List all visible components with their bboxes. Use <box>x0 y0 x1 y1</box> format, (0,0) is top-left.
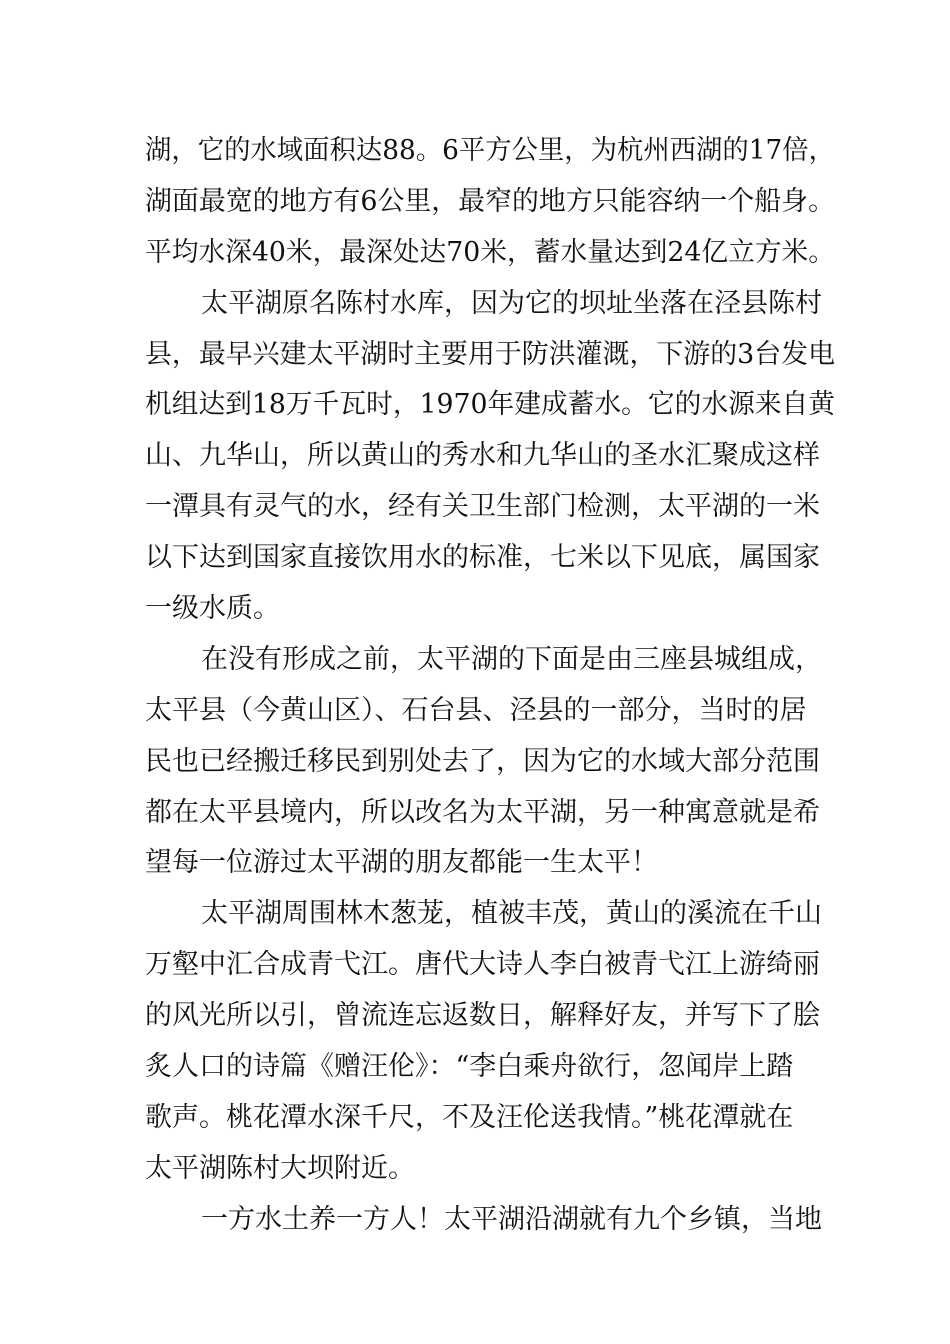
text-line: 太平湖陈村大坝附近。 <box>145 1152 415 1184</box>
text-line: 歌声。桃花潭水深千尺，不及汪伦送我情。”桃花潭就在 <box>145 1101 794 1133</box>
text-line: 民也已经搬迁移民到别处去了，因为它的水域大部分范围 <box>145 745 820 777</box>
text-line: 太平县（今黄山区）、石台县、泾县的一部分，当时的居 <box>145 694 807 726</box>
text-line: 的风光所以引，曾流连忘返数日，解释好友，并写下了脍 <box>145 1000 820 1032</box>
text-line: 太平湖原名陈村水库，因为它的坝址坐落在泾县陈村 <box>201 287 822 319</box>
text-line: 望每一位游过太平湖的朋友都能一生太平！ <box>145 847 658 879</box>
text-line: 山、九华山，所以黄山的秀水和九华山的圣水汇聚成这样 <box>145 440 820 472</box>
text-line: 都在太平县境内，所以改名为太平湖，另一种寓意就是希 <box>145 796 820 828</box>
text-line: 机组达到18万千瓦时，1970年建成蓄水。它的水源来自黄 <box>145 389 835 421</box>
text-line: 一方水土养一方人！太平湖沿湖就有九个乡镇，当地 <box>201 1203 822 1235</box>
text-line: 炙人口的诗篇《赠汪伦》：“李白乘舟欲行，忽闻岸上踏 <box>145 1051 794 1083</box>
body-text <box>145 126 835 1246</box>
text-line: 湖，它的水域面积达88。6平方公里，为杭州西湖的17倍， <box>145 135 835 166</box>
text-line: 平均水深40米，最深处达70米，蓄水量达到24亿立方米。 <box>145 236 835 268</box>
text-line: 一潭具有灵气的水，经有关卫生部门检测，太平湖的一米 <box>145 491 820 523</box>
text-line: 以下达到国家直接饮用水的标准，七米以下见底，属国家 <box>145 542 820 574</box>
text-line: 在没有形成之前，太平湖的下面是由三座县城组成， <box>201 643 822 675</box>
text-line: 太平湖周围林木葱茏，植被丰茂，黄山的溪流在千山 <box>201 898 822 930</box>
text-line: 湖面最宽的地方有6公里，最窄的地方只能容纳一个船身。 <box>145 185 835 217</box>
text-line: 县，最早兴建太平湖时主要用于防洪灌溉，下游的3台发电 <box>145 338 835 370</box>
text-line: 一级水质。 <box>145 593 280 625</box>
text-line: 万壑中汇合成青弋江。唐代大诗人李白被青弋江上游绮丽 <box>145 949 820 981</box>
